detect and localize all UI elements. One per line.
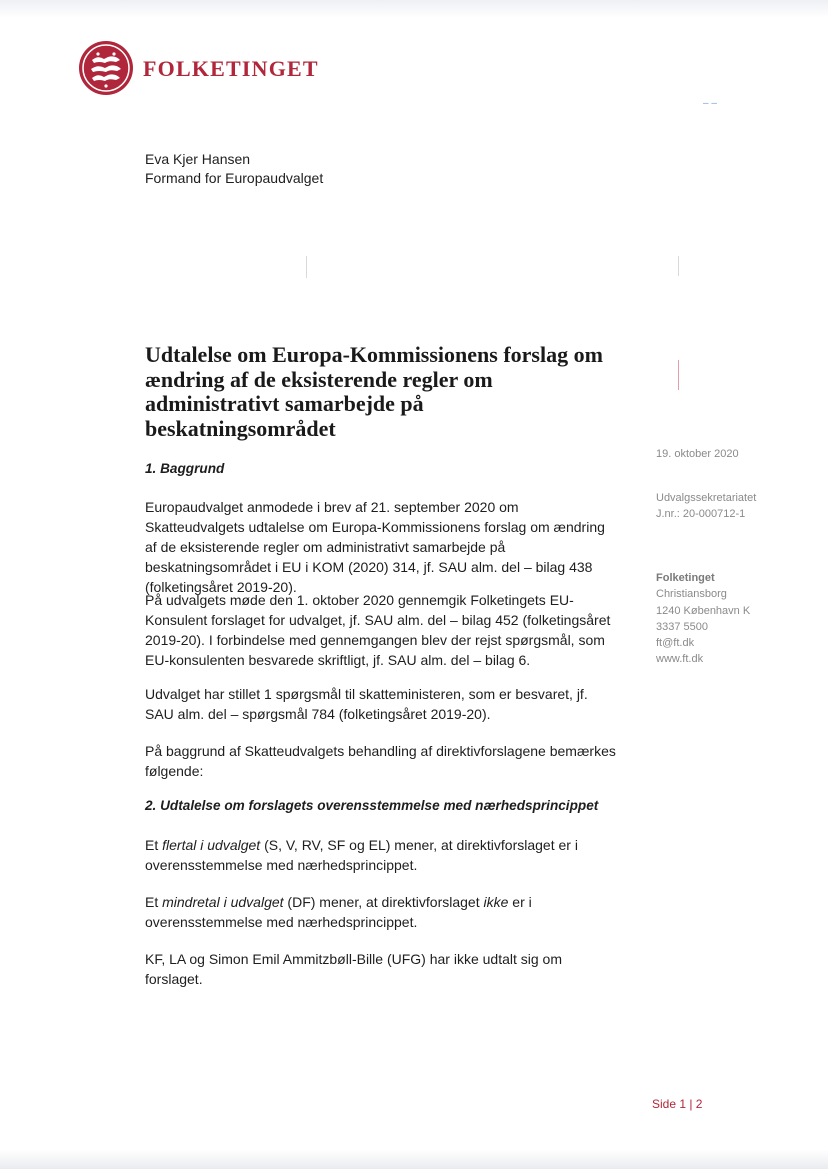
scan-line (678, 360, 679, 390)
minority-label: mindretal i udvalget (162, 894, 284, 910)
recipient-block (145, 150, 323, 188)
scan-line (306, 256, 307, 278)
scan-artifact: ‒ ‒ (703, 98, 717, 109)
scan-edge-bottom (0, 1150, 828, 1169)
majority-label: flertal i udvalget (162, 837, 261, 853)
sender-org: Folketinget (656, 572, 715, 584)
danish-parliament-seal-icon (78, 40, 134, 96)
journal-number: J.nr.: 20-000712-1 (656, 508, 746, 521)
recipient-role: Formand for Europaudvalget (145, 170, 324, 186)
scan-line (678, 256, 679, 276)
recipient-name: Eva Kjer Hansen (145, 151, 251, 167)
page-number: Side 1 | 2 (652, 1097, 703, 1111)
paragraph-2: På udvalgets møde den 1. oktober 2020 gennemgik Folketingets EU-Konsulent forslaget for udvalget, jf. SAU alm. del – bilag 452 (folketingsåret 2019-20). I forbindelse med gennemgangen blev der rejst spørgsmål, som EU-konsulenten besvarede skriftligt, jf. SAU alm. del – bilag 6. (145, 592, 611, 668)
sender-department: Udvalgssekretariatet J.nr.: 20-000712-1 (656, 490, 756, 523)
website-link[interactable]: www.ft.dk (656, 653, 704, 666)
sender-address: Folketinget Christiansborg 1240 København K 3337 5500 ft@ft.dk www.ft.dk (656, 570, 750, 668)
email-link[interactable]: ft@ft.dk (656, 637, 695, 650)
paragraph-3: Udvalget har stillet 1 spørgsmål til skatteministeren, som er besvaret, jf. SAU alm. del – spørgsmål 784 (folketingsåret 2019-20). (145, 686, 588, 722)
negation-emphasis: ikke (483, 894, 509, 910)
paragraph-1: Europaudvalget anmodede i brev af 21. september 2020 om Skatteudvalgets udtalelse om Europa-Kommissionens forslag om ændring af de eksisterende regler om administrativt samarbejde på beskatningsområdet i EU i KOM (2020) 314, jf. SAU alm. del – bilag 438 (folketingsåret 2019-20). (145, 499, 605, 595)
section-2-heading: 2. Udtalelse om forslagets overensstemmelse med nærhedsprincippet (145, 798, 599, 813)
phone-number: 3337 5500 (656, 620, 708, 633)
letter-date: 19. oktober 2020 (656, 448, 739, 460)
paragraph-6: Et mindretal i udvalget (DF) mener, at direktivforslaget ikke er i overensstemmelse med nærhedsprincippet. (145, 894, 532, 930)
paragraph-4: På baggrund af Skatteudvalgets behandling af direktivforslagene bemærkes følgende: (145, 743, 616, 779)
brand-name: FOLKETINGET (143, 56, 319, 81)
document-title: Udtalelse om Europa-Kommissionens forslag om ændring af de eksisterende regler om administrativt samarbejde på beskatningsområdet (145, 342, 603, 441)
paragraph-7: KF, LA og Simon Emil Ammitzbøll-Bille (UFG) har ikke udtalt sig om forslaget. (145, 951, 563, 987)
section-1-heading: 1. Baggrund (145, 461, 225, 476)
scan-edge-top (0, 0, 828, 18)
paragraph-5: Et flertal i udvalget (S, V, RV, SF og EL) mener, at direktivforslaget er i overensstemmelse med nærhedsprincippet. (145, 837, 578, 873)
